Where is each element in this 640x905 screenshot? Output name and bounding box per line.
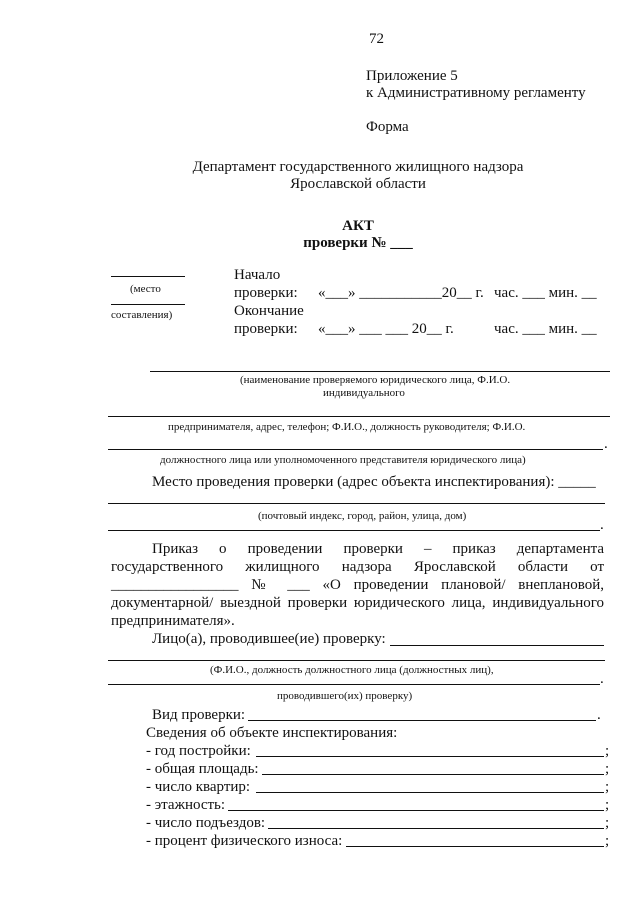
entity-name-line[interactable] — [150, 371, 610, 372]
object-item-apartments-end: ; — [605, 779, 610, 795]
object-item-year-end: ; — [605, 743, 610, 759]
order-line-2: государственного жилищного надзора Ярославской области от — [111, 559, 604, 575]
persons-hint-2: проводившего(их) проверку) — [277, 690, 413, 702]
object-item-floors-line[interactable] — [228, 810, 604, 811]
entity-line-3[interactable] — [108, 449, 603, 450]
persons-field-line[interactable] — [390, 645, 604, 646]
appendix-reference: к Административному регламенту — [366, 85, 586, 101]
location-line[interactable] — [108, 503, 605, 504]
object-item-entrances-line[interactable] — [268, 828, 604, 829]
object-item-year-label: - год постройки: — [146, 743, 251, 759]
entity-hint-3: предпринимателя, адрес, телефон; Ф.И.О., должность руководителя; Ф.И.О. — [168, 421, 526, 433]
entity-line-3-end: . — [604, 436, 608, 452]
end-label-2: проверки: — [234, 321, 298, 337]
location-line-2[interactable] — [108, 530, 600, 531]
inspection-type-end: . — [597, 707, 601, 723]
place-field-line-2[interactable] — [111, 304, 185, 305]
order-line-1: Приказ о проведении проверки – приказ департамента — [152, 541, 604, 557]
persons-line-3-end: . — [600, 671, 604, 687]
object-item-floors-label: - этажность: — [146, 797, 226, 813]
location-hint: (почтовый индекс, город, район, улица, дом) — [258, 510, 467, 522]
form-label: Форма — [366, 119, 409, 135]
object-item-entrances-end: ; — [605, 815, 610, 831]
inspection-type-label: Вид проверки: — [152, 707, 246, 723]
persons-label: Лицо(а), проводившее(ие) проверку: — [152, 631, 386, 647]
entity-hint-4: должностного лица или уполномоченного представителя юридического лица) — [160, 454, 526, 466]
persons-line-3[interactable] — [108, 684, 600, 685]
entity-hint-2: индивидуального — [323, 387, 405, 399]
object-info-heading: Сведения об объекте инспектирования: — [146, 725, 398, 741]
object-item-wear-end: ; — [605, 833, 610, 849]
start-time-field[interactable]: час. ___ мин. __ — [494, 285, 597, 301]
entity-line-2[interactable] — [108, 416, 610, 417]
end-date-field[interactable]: «___» ___ ___ 20__ г. — [318, 321, 454, 337]
object-item-entrances-label: - число подъездов: — [146, 815, 266, 831]
location-line-2-end: . — [600, 517, 604, 533]
order-line-3: _________________ № ___ «О проведении плановой/ внеплановой, — [111, 577, 604, 593]
persons-line-2[interactable] — [108, 660, 605, 661]
persons-hint-1: (Ф.И.О., должность должностного лица (должностных лиц), — [210, 664, 494, 676]
start-date-field[interactable]: «___» ___________20__ г. — [318, 285, 484, 301]
order-line-4: документарной/ выездной проверки юридического лица, индивидуального — [111, 595, 604, 611]
place-field-line[interactable] — [111, 276, 185, 277]
department-region: Ярославской области — [290, 176, 426, 192]
order-line-5: предпринимателя». — [111, 613, 235, 629]
location-label: Место проведения проверки (адрес объекта инспектирования): _____ — [152, 474, 596, 490]
end-time-field[interactable]: час. ___ мин. __ — [494, 321, 597, 337]
object-item-area-label: - общая площадь: — [146, 761, 259, 777]
page-number: 72 — [369, 31, 384, 47]
inspection-type-field-line[interactable] — [248, 720, 596, 721]
object-item-wear-label: - процент физического износа: — [146, 833, 343, 849]
object-item-apartments-label: - число квартир: — [146, 779, 251, 795]
object-item-area-line[interactable] — [262, 774, 604, 775]
department-name: Департамент государственного жилищного надзора — [192, 159, 524, 175]
appendix-title: Приложение 5 — [366, 68, 458, 84]
object-item-year-line[interactable] — [256, 756, 604, 757]
end-label-1: Окончание — [234, 303, 304, 319]
place-hint-2: составления) — [111, 309, 173, 321]
start-label-1: Начало — [234, 267, 281, 283]
act-number: проверки № ___ — [303, 235, 413, 251]
act-title: АКТ — [342, 218, 374, 234]
object-item-apartments-line[interactable] — [256, 792, 604, 793]
place-hint-1: (место — [130, 283, 161, 295]
start-label-2: проверки: — [234, 285, 298, 301]
object-item-wear-line[interactable] — [346, 846, 604, 847]
object-item-area-end: ; — [605, 761, 610, 777]
object-item-floors-end: ; — [605, 797, 610, 813]
entity-hint-1: (наименование проверяемого юридического лица, Ф.И.О. — [240, 374, 511, 386]
